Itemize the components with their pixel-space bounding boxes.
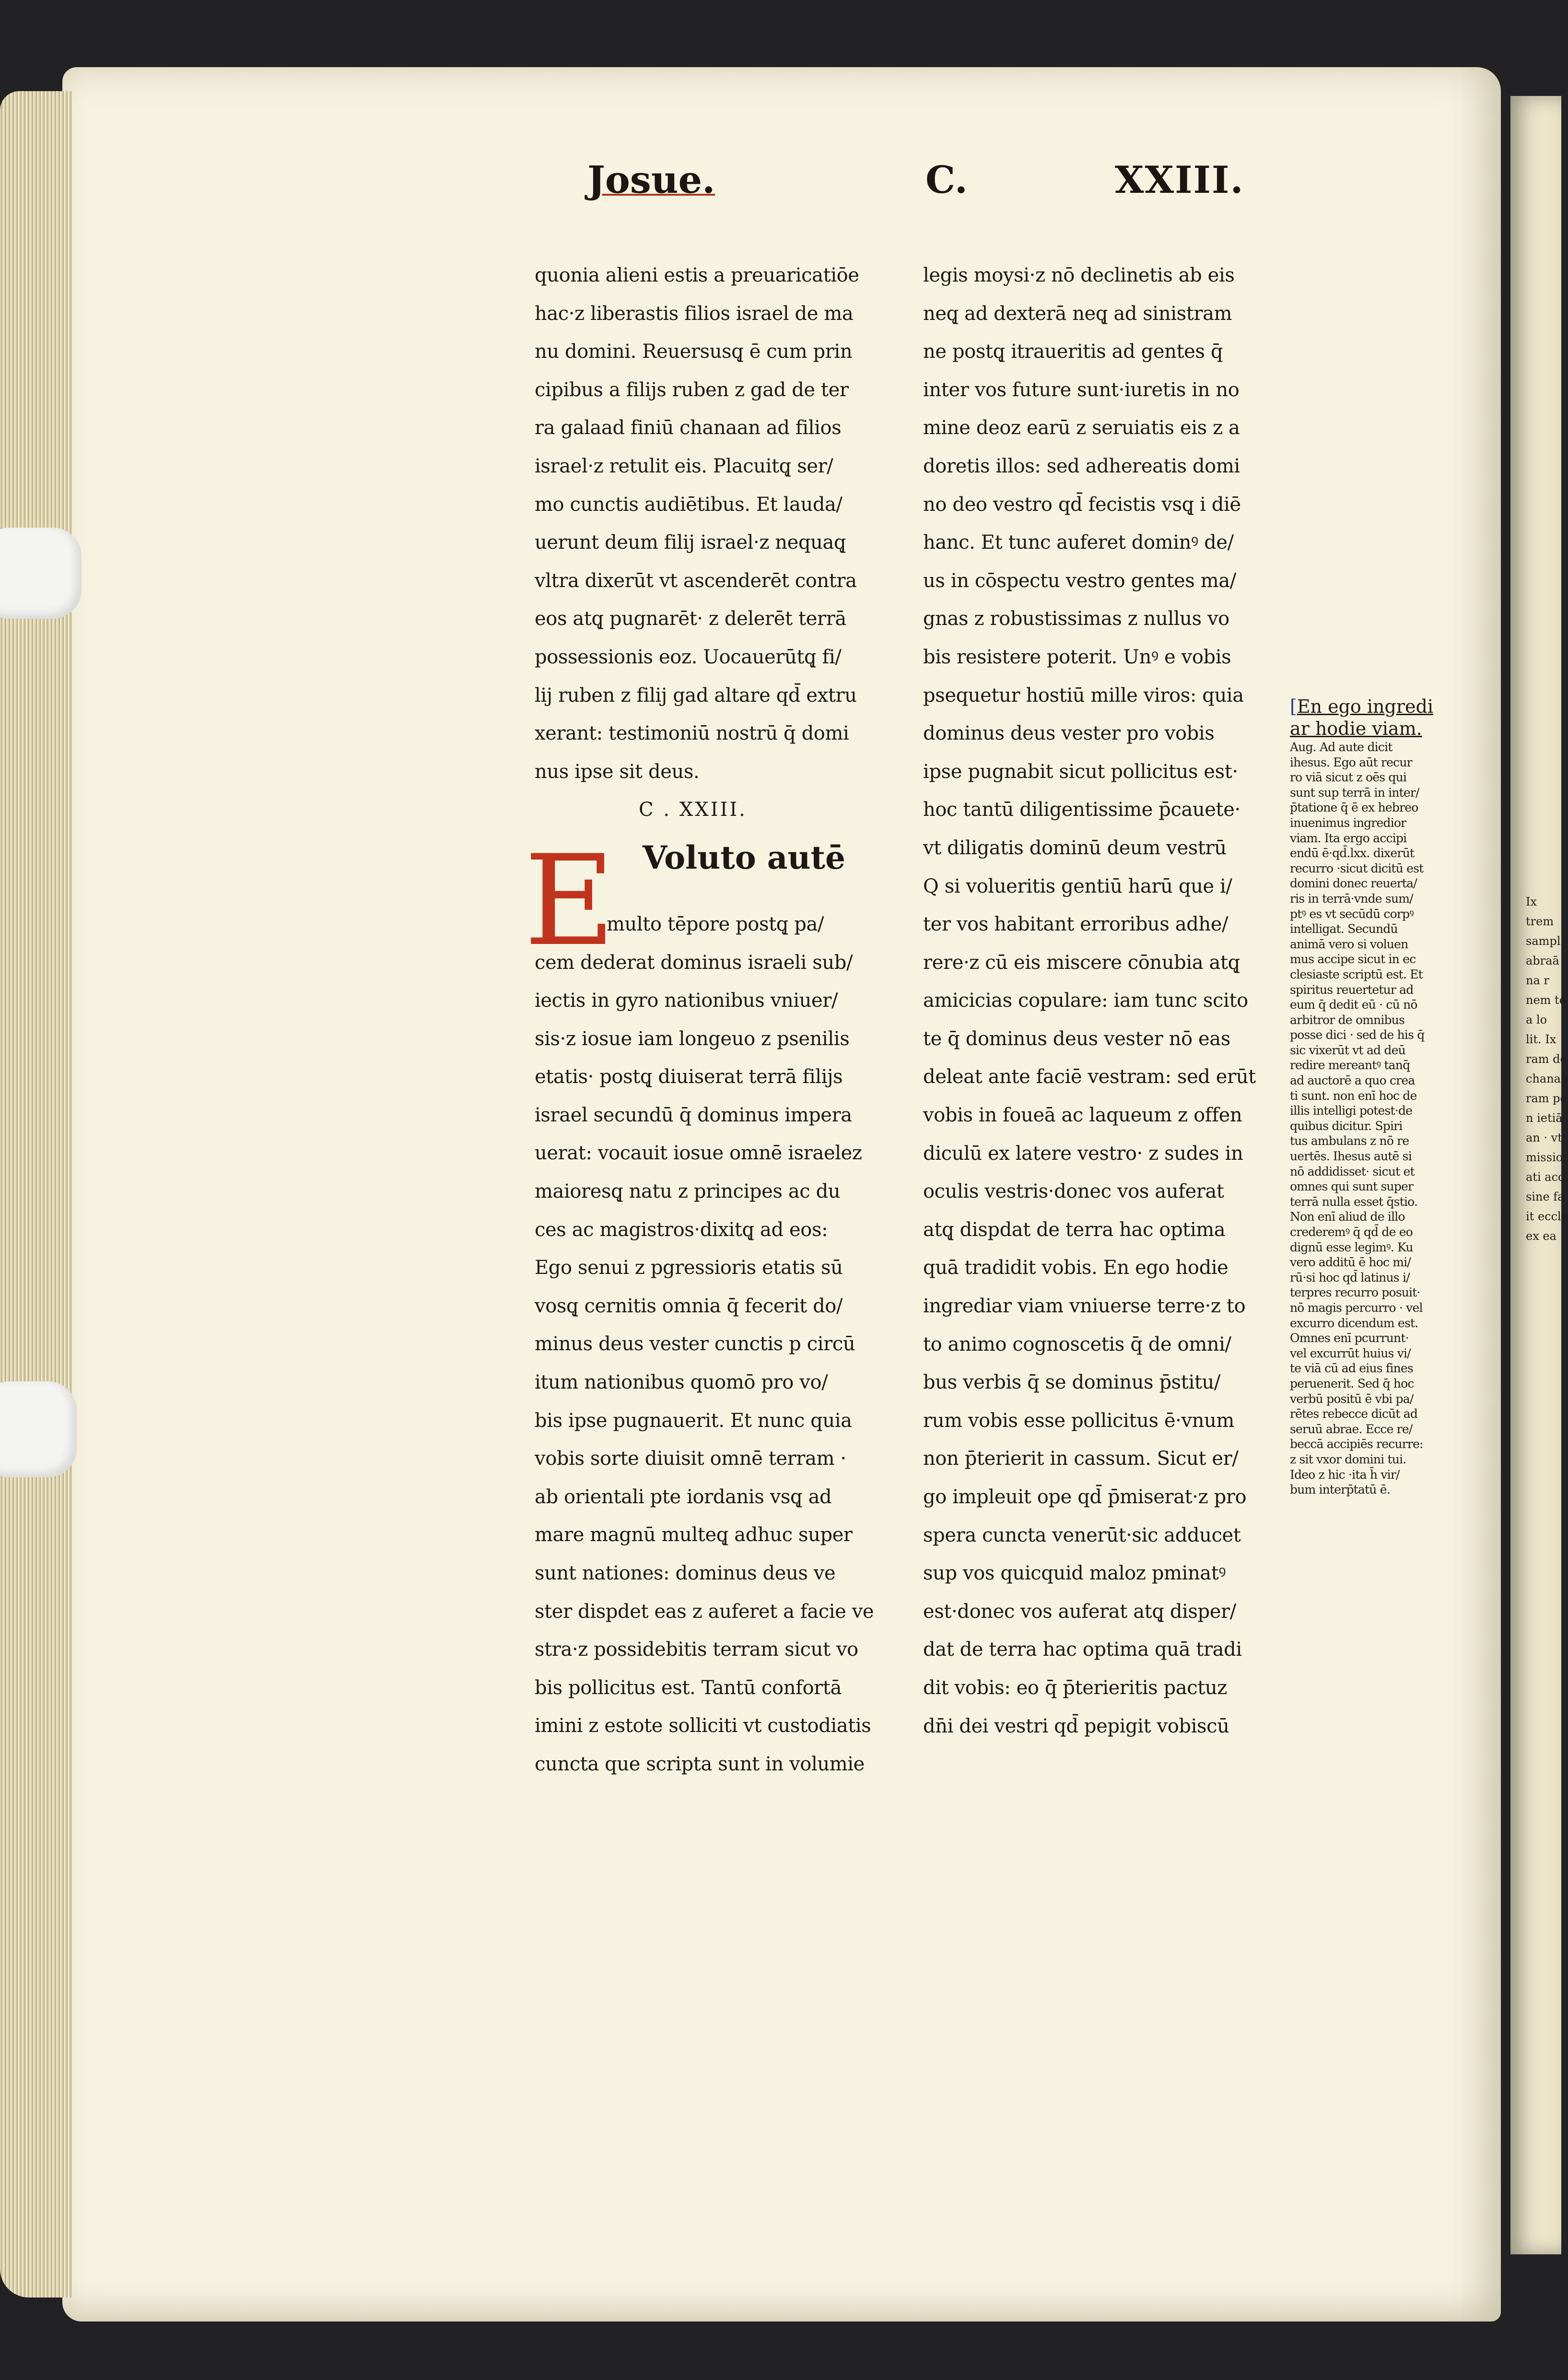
gloss-line: endū ē·qd̄.lxx. dixerūt [1290,846,1415,860]
text-line: ipse pugnabit sicut pollicitus est· [923,760,1238,783]
text-line: possessionis eoz. Uocauerūtq̨ fi/ [535,646,842,668]
gloss-line: ptꝰ es vt secūdū corpꝰ [1290,907,1414,921]
text-line: bis pollicitus est. Tantū confortā [535,1676,842,1699]
gloss-fragment-line: it eccle [1526,1210,1568,1223]
text-line: nus ipse sit deus. [535,760,700,783]
gloss-line: uertēs. Ihesus autē si [1290,1149,1412,1164]
gloss-line: ris in terrā·vnde sum/ [1290,891,1413,906]
gloss-fragment-line: Ix [1526,895,1537,908]
gloss-line: vel excurrūt huius vi/ [1290,1346,1411,1360]
gloss-fragment-line: sine fa [1526,1190,1565,1203]
gloss-line: mus accipe sicut in ec [1290,952,1416,966]
gloss-line: ti sunt. non enī hoc de [1290,1088,1417,1103]
gloss-fragment-line: a lo [1526,1013,1547,1026]
left-column-lines-before [535,257,859,791]
text-line: doretis illos: sed adhereatis domi [923,455,1240,477]
right-text-column [923,257,1256,1745]
chapter-heading: C . XXIII. [639,799,747,821]
running-head-book: Josue. [587,158,715,202]
gloss-line: redire mereantꝰ tanq̄ [1290,1058,1410,1072]
text-line: ster dispdet eas z auferet a facie ve [535,1600,874,1623]
gloss-line: clesiaste scriptū est. Et [1290,967,1423,981]
gloss-line: z sit vxor domini tui. [1290,1452,1406,1466]
incipit-text: Voluto autē [643,838,845,876]
facing-page-gloss-fragment [1526,892,1568,1246]
gloved-finger-bottom [0,1381,77,1477]
gloss-line: illis intelligi potest·de [1290,1104,1413,1118]
gloss-fragment-line: ram de [1526,1052,1567,1066]
text-line: gnas z robustissimas z nullus vo [923,608,1229,630]
text-line: cuncta que scripta sunt in volumie [535,1753,865,1775]
gloss-line: Non enī aliud de illo [1290,1210,1405,1224]
text-line: dit vobis: eo q̄ p̄terieritis pactuz [923,1676,1227,1699]
gloss-line: sic vixerūt vt ad deū [1290,1043,1405,1057]
gloss-fragment-line: lit. Ix [1526,1033,1556,1046]
gloss-lemma-line: ar hodie viam. [1290,718,1422,739]
text-line: amicicias copulare: iam tunc scito [923,990,1248,1012]
gloss-line: recurro ·sicut dicitū est [1290,861,1424,875]
gloss-line: terrā nulla esset q̄stio. [1290,1194,1418,1209]
gloss-fragment-line: sampl [1526,934,1561,948]
text-line: dat de terra hac optima quā tradi [923,1638,1242,1661]
text-line: ab orientali pte iordanis vsq̨ ad [535,1485,832,1508]
text-line: multo tēpore postq̨ pa/ [607,913,824,935]
gloss-line: excurro dicendum est. [1290,1316,1418,1330]
running-head-c: C. [925,158,968,202]
gloss-line: intelligat. Secundū [1290,922,1398,936]
text-line: quā tradidit vobis. En ego hodie [923,1257,1229,1279]
gloss-line: omnes qui sunt super [1290,1179,1414,1194]
gloss-line: bum interp̄tatū ē. [1290,1483,1390,1497]
gloss-line: vero additū ē hoc mi/ [1290,1255,1411,1270]
gloss-line: eum q̄ dedit eū · cū nō [1290,998,1417,1012]
gloss-line: quibus dicitur. Spiri [1290,1119,1403,1133]
gloss-line: verbū positū ē vbi pa/ [1290,1391,1414,1406]
text-line: ra galaad finiū chanaan ad filios [535,417,842,439]
text-line: ne postq̨ itraueritis ad gentes q̄ [923,341,1223,363]
text-line: vobis sorte diuisit omnē terram · [535,1448,846,1470]
gloss-line: posse dici · sed de his q̄ [1290,1028,1425,1042]
gloss-line: viam. Ita ergo accipi [1290,831,1407,845]
gloss-line: terpres recurro posuit· [1290,1285,1420,1300]
right-column-lines [923,257,1256,1745]
gloss-line: te viā cū ad eius fines [1290,1361,1413,1376]
text-line: israel·z retulit eis. Placuitq̨ ser/ [535,455,833,477]
text-line: spera cuncta venerūt·sic adducet [923,1524,1241,1546]
text-line: iectis in gyro nationibus vniuer/ [535,990,838,1012]
text-line: cipibus a filijs ruben z gad de ter [535,378,849,401]
text-line: bus verbis q̄ se dominus p̄stitu/ [923,1371,1220,1394]
gloss-fragment-line: na r [1526,974,1549,987]
text-line: est·donec vos auferat atq̨ disper/ [923,1600,1236,1623]
gloss-fragment-line: n ietiā [1526,1111,1563,1125]
text-line: dn̄i dei vestri qd̄ pepigit vobiscū [923,1715,1229,1737]
gloss-fragment-line: ex ea [1526,1229,1556,1243]
text-line: uerat: vocauit iosue omnē israelez [535,1142,862,1165]
text-line: go impleuit ope qd̄ p̄miserat·z pro [923,1486,1247,1508]
text-line: quonia alieni estis a preuaricatiōe [535,264,859,286]
gloss-lemma-line: [En ego ingredi [1290,696,1433,717]
gloss-fragment-line: ram pe [1526,1092,1567,1105]
text-line: maioresq̨ natu z principes ac du [535,1180,841,1203]
gloss-line: crederemꝰ q̄ qd̄ de eo [1290,1225,1413,1239]
gloss-line: sunt sup terrā in inter/ [1290,785,1419,800]
text-line: vltra dixerūt vt ascenderēt contra [535,569,857,592]
text-line: hac·z liberastis filios israel de ma [535,302,854,325]
gloss-fragment-line: chanaa [1526,1072,1568,1085]
text-line: mo cunctis audiētibus. Et lauda/ [535,493,843,516]
gloss-line: arbitror de omnibus [1290,1013,1405,1027]
text-line: sup vos quicquid maloz pminatꝰ [923,1562,1226,1585]
text-line: bis resistere poterit. Unꝰ e vobis [923,646,1231,668]
text-line: te q̄ dominus deus vester nō eas [923,1027,1230,1050]
text-line: ces ac magistros·dixitq̨ ad eos: [535,1218,828,1241]
text-line: vt diligatis dominū deum vestrū [923,837,1227,859]
text-line: neq̨ ad dexterā neq̨ ad sinistram [923,302,1232,325]
text-line: atq̨ dispdat de terra hac optima [923,1218,1226,1241]
text-line: inter vos future sunt·iuretis in no [923,378,1240,401]
text-line: rum vobis esse pollicitus ē·vnum [923,1409,1234,1432]
text-line: hanc. Et tunc auferet dominꝰ de/ [923,531,1234,554]
gloss-line: beccā accipiēs recurre: [1290,1437,1423,1451]
gloss-line: peruenerit. Sed q̄ hoc [1290,1376,1414,1390]
text-line: bis ipse pugnauerit. Et nunc quia [535,1409,852,1432]
text-line: diculū ex latere vestro· z sudes in [923,1142,1243,1165]
text-line: oculis vestris·donec vos auferat [923,1180,1224,1203]
text-line: deleat ante faciē vestram: sed erūt [923,1066,1256,1088]
text-line: us in cōspectu vestro gentes ma/ [923,569,1236,592]
text-line: cem dederat dominus israeli sub/ [535,951,853,974]
gloss-line: rū·si hoc qd̄ latinus i/ [1290,1270,1410,1284]
text-line: itum nationibus quomō pro vo/ [535,1371,828,1394]
gloss-line: p̄tatione q̄ ē ex hebreo [1290,801,1418,815]
gloved-finger-top [0,528,82,619]
text-line: sunt nationes: dominus deus ve [535,1562,836,1584]
text-line: dominus deus vester pro vobis [923,722,1215,745]
text-line: vobis in foueā ac laqueum z offen [923,1104,1242,1127]
running-head-chapter: XXIII. [1115,158,1244,202]
text-line: mine deoz earū z seruiatis eis z a [923,417,1240,439]
gloss-line: domini donec reuerta/ [1290,876,1417,891]
text-line: israel secundū q̄ dominus impera [535,1104,852,1126]
left-text-column [524,257,874,1784]
text-line: hoc tantū diligentissime p̄cauete· [923,799,1240,821]
gloss-fragment-line: trem [1526,915,1554,928]
text-line: no deo vestro qd̄ fecistis vsq̨ i diē [923,493,1241,516]
gloss-fragment-line: an · vt [1526,1131,1562,1144]
gloss-line: Omnes enī pcurrunt· [1290,1331,1409,1345]
text-line: psequetur hostiū mille viros: quia [923,684,1244,707]
gloss-line: spiritus reuertetur ad [1290,982,1414,997]
text-line: to animo cognoscetis q̄ de omni/ [923,1333,1231,1355]
gloss-line: rētes rebecce dicūt ad [1290,1407,1418,1421]
text-line: xerant: testimoniū nostrū q̄ domi [535,722,849,745]
text-line: sis·z iosue iam longeuo z psenilis [535,1027,850,1050]
gloss-fragment-line: ati acc [1526,1170,1565,1184]
text-line: legis moysi·z nō declinetis ab eis [923,264,1235,286]
text-line: stra·z possidebitis terram sicut vo [535,1638,858,1661]
gloss-line: Aug. Ad aute dicit [1290,740,1392,754]
gloss-line: tus ambulans z nō re [1290,1134,1409,1148]
text-line: minus deus vester cunctis p circū [535,1333,855,1355]
text-line: vosq̨ cernitis omnia q̄ fecerit do/ [535,1295,843,1317]
gloss-fragment-line: missio [1526,1151,1563,1164]
text-line: Ego senui z pgressioris etatis sū [535,1257,843,1279]
gloss-line: animā vero si voluen [1290,937,1408,951]
marginal-gloss [1290,695,1434,1497]
gloss-lemma [1290,695,1434,740]
text-line: uerunt deum filij israel·z nequaq̨ [535,531,846,554]
gloss-line: inuenimus ingredior [1290,815,1406,830]
text-line: nu domini. Reuersusq̨ ē cum prin [535,341,853,363]
gloss-line: seruū abrae. Ecce re/ [1290,1422,1413,1436]
left-column-lines-after [535,906,874,1784]
text-line: ingrediar viam vniuerse terre·z to [923,1295,1246,1318]
text-line: rere·z cū eis miscere cōnubia atq̨ [923,951,1240,974]
gloss-fragment-line: abraā [1526,954,1559,967]
text-line: mare magnū multeq̨ adhuc super [535,1524,853,1546]
gloss-line: ro viā sicut z oēs qui [1290,770,1407,785]
text-line: lij ruben z filij gad altare qd̄ extru [535,684,857,707]
red-initial-letter: E [524,828,615,974]
gloss-line: dignū esse legimꝰ. Ku [1290,1240,1413,1254]
text-line: etatis· postq̨ diuiserat terrā filijs [535,1066,843,1088]
text-line: ter vos habitant erroribus adhe/ [923,913,1229,936]
text-line: Q si volueritis gentiū harū que i/ [923,875,1232,897]
gloss-line: nō addidisset· sicut et [1290,1164,1415,1178]
text-line: non p̄terierit in cassum. Sicut er/ [923,1448,1239,1470]
text-line: eos atq̨ pugnarēt· z delerēt terrā [535,608,846,630]
gloss-line: ad auctorē a quo crea [1290,1073,1415,1088]
gloss-body [1290,740,1434,1497]
gloss-line: Ideo z hic ·ita h̄ vir/ [1290,1467,1400,1482]
page-edges [0,91,72,2298]
gloss-line: ihesus. Ego aūt recur [1290,755,1412,769]
gloss-line: nō magis percurro · vel [1290,1300,1423,1315]
text-line: imini z estote solliciti vt custodiatis [535,1715,871,1737]
gloss-fragment-line: nem te [1526,993,1566,1007]
